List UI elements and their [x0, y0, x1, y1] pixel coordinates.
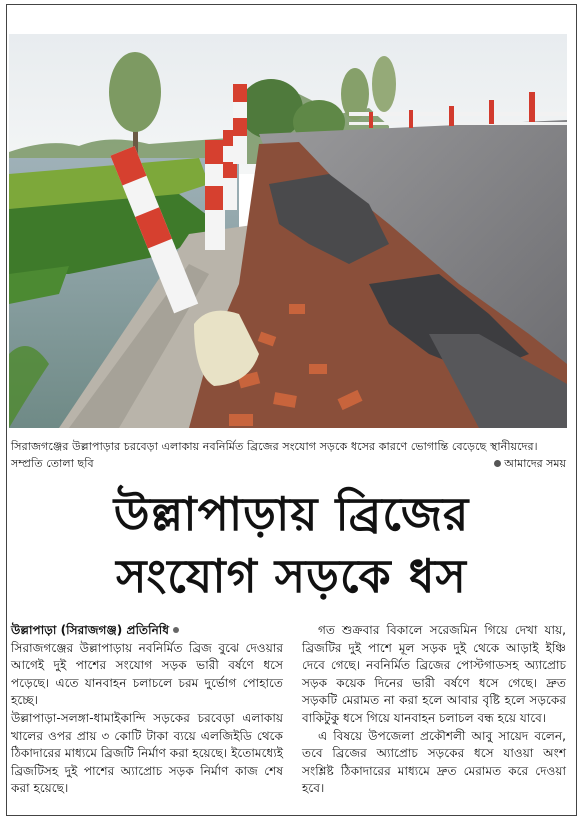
article-column-right: [302, 622, 566, 798]
byline: [11, 622, 283, 640]
credit-text: আমাদের সময়: [504, 457, 566, 470]
road-collapse-photo: [9, 34, 567, 428]
paragraph: সিরাজগঞ্জের উল্লাপাড়ায় নবনির্মিত ব্রিজ বুঝে দেওয়ার আগেই দুই পাশের সংযোগ সড়ক ভারী বর্ষণে ধসে পড়েছে। এতে যানবাহন চলাচলে চরম দুর্ভোগ পোহাতে হচ্ছে।: [11, 640, 283, 708]
article-column-left: [11, 622, 283, 798]
photo-illustration: [9, 34, 567, 428]
byline-text: উল্লাপাড়া (সিরাজগঞ্জ) প্রতিনিধি: [11, 623, 170, 637]
headline-line-2: সংযোগ সড়কে ধস: [116, 549, 467, 603]
photo-credit: [494, 455, 566, 472]
byline-bullet-icon: [173, 627, 179, 633]
caption-text: সিরাজগঞ্জের উল্লাপাড়ার চরবেড়া এলাকায় নবনির্মিত ব্রিজের সংযোগ সড়কে ধসের কারণে ভোগান্তি বেড়েছে স্থানীয়দের। সম্প্রতি তোলা ছবি: [11, 440, 538, 470]
paragraph: গত শুক্রবার বিকালে সরেজমিন গিয়ে দেখা যায়, ব্রিজটির দুই পাশে মূল সড়ক দুই থেকে আড়াই ইঞ্চি দেবে গেছে। নবনির্মিত ব্রিজের পোস্টগাডসহ অ্যাপ্রোচ সড়ক কয়েক দিনের ভারী বর্ষণে ধসে গেছে। দ্রুত সড়কটি মেরামত না করা হলে আবার বৃষ্টি হলে সড়কের বাকিটুকু ধসে গিয়ে যানবাহন চলাচল বন্ধ হয়ে যাবে।: [302, 623, 566, 725]
paragraph: এ বিষয়ে উপজেলা প্রকৌশলী আবু সায়েদ বলেন, তবে ব্রিজের অ্যাপ্রোচ সড়কের ধসে যাওয়া অংশ সংশ্লিষ্ট ঠিকাদারের মাধ্যমে দ্রুত মেরামত করে দেওয়া হবে।: [302, 728, 566, 796]
paragraph: উল্লাপাড়া-সলঙ্গা-ধামাইকান্দি সড়কের চরবেড়া এলাকায় খালের ওপর প্রায় ৩ কোটি টাকা ব্যয়ে এলজিইডি থেকে ঠিকাদারের মাধ্যমে ব্রিজটি নির্মাণ করা হয়েছে। ইতোমধ্যেই ব্রিজটিসহ দুই পাশের অ্যাপ্রোচ সড়ক নির্মাণ কাজ শেষ করা হয়েছে।: [11, 710, 283, 796]
headline-line-1: উল্লাপাড়ায় ব্রিজের: [113, 487, 470, 541]
credit-bullet-icon: [494, 460, 501, 467]
photo-caption: [11, 438, 566, 472]
